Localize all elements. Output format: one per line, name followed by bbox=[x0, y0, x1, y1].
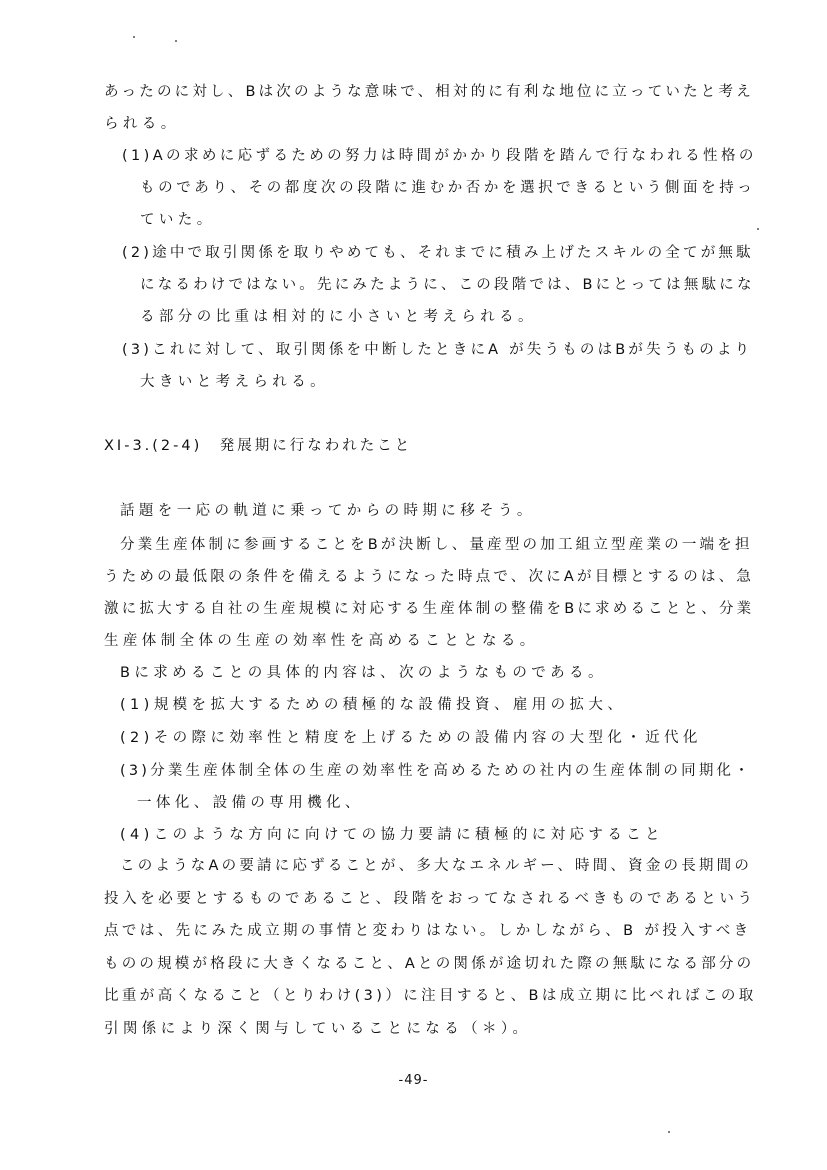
text-line: る部分の比重は相対的に小さいと考えられる。 bbox=[140, 309, 537, 325]
text-line: ものの規模が格段に大きくなること、Aとの関係が途切れた際の無駄になる部分の bbox=[104, 956, 755, 972]
text-line: 生産体制全体の生産の効率性を高めることとなる。 bbox=[104, 633, 539, 649]
page-number: -49- bbox=[398, 1073, 429, 1088]
text-line: 一体化、設備の専用機化、 bbox=[137, 795, 364, 811]
text-line: 分業生産体制に参画することをBが決断し、量産型の加工組立型産業の一端を担 bbox=[120, 537, 753, 553]
list-item: (3)分業生産体制全体の生産の効率性を高めるための社内の生産体制の同期化・ bbox=[120, 763, 752, 779]
text-line: 激に拡大する自社の生産規模に対応する生産体制の整備をBに求めることと、分業 bbox=[104, 601, 755, 617]
text-line: あったのに対し、Bは次のような意味で、相対的に有利な地位に立っていたと考え bbox=[104, 84, 754, 100]
scan-speck bbox=[757, 228, 759, 230]
text-line: 話題を一応の軌道に乗ってからの時期に移そう。 bbox=[120, 503, 536, 519]
text-line: ものであり、その都度次の段階に進むか否かを選択できるという側面を持っ bbox=[140, 180, 756, 196]
text-line: このようなAの要請に応ずることが、多大なエネルギー、時間、資金の長期間の bbox=[120, 858, 753, 874]
text-line: 引関係により深く関与していることになる（＊）。 bbox=[104, 1021, 532, 1037]
text-line: ていた。 bbox=[140, 212, 216, 228]
text-line: 投入を必要とするものであること、段階をおってなされるべきものであるという bbox=[104, 891, 756, 907]
list-item: (2)途中で取引関係を取りやめても、それまでに積み上げたスキルの全てが無駄 bbox=[122, 245, 754, 261]
list-item: (2)その際に効率性と精度を上げるための設備内容の大型化・近代化 bbox=[120, 730, 702, 746]
list-item: (1)規模を拡大するための積極的な設備投資、雇用の拡大、 bbox=[120, 697, 627, 713]
scan-speck bbox=[133, 36, 135, 38]
text-line: になるわけではない。先にみたように、この段階では、Bにとっては無駄にな bbox=[140, 277, 755, 293]
text-line: 点では、先にみた成立期の事情と変わりはない。しかしながら、B が投入すべき bbox=[104, 923, 752, 939]
list-item: (3)これに対して、取引関係を中断したときにA が失うものはBが失うものより bbox=[122, 342, 753, 358]
list-item: (4)このような方向に向けての協力要請に積極的に対応すること bbox=[120, 827, 665, 843]
text-line: 比重が高くなること（とりわけ(3)）に注目すると、Bは成立期に比べればこの取 bbox=[104, 988, 757, 1004]
list-item: (1)Aの求めに応ずるための努力は時間がかかり段階を踏んで行なわれる性格の bbox=[122, 148, 757, 164]
text-line: Bに求めることの具体的内容は、次のようなものである。 bbox=[120, 665, 607, 681]
scan-speck bbox=[175, 40, 177, 42]
text-line: うための最低限の条件を備えるようになった時点で、次にAが目標とするのは、急 bbox=[104, 569, 755, 585]
text-line: られる。 bbox=[104, 116, 180, 132]
section-heading: XI-3.(2-4) 発展期に行なわれたこと bbox=[104, 438, 413, 454]
text-line: 大きいと考えられる。 bbox=[140, 374, 329, 390]
scan-speck bbox=[668, 1131, 670, 1133]
